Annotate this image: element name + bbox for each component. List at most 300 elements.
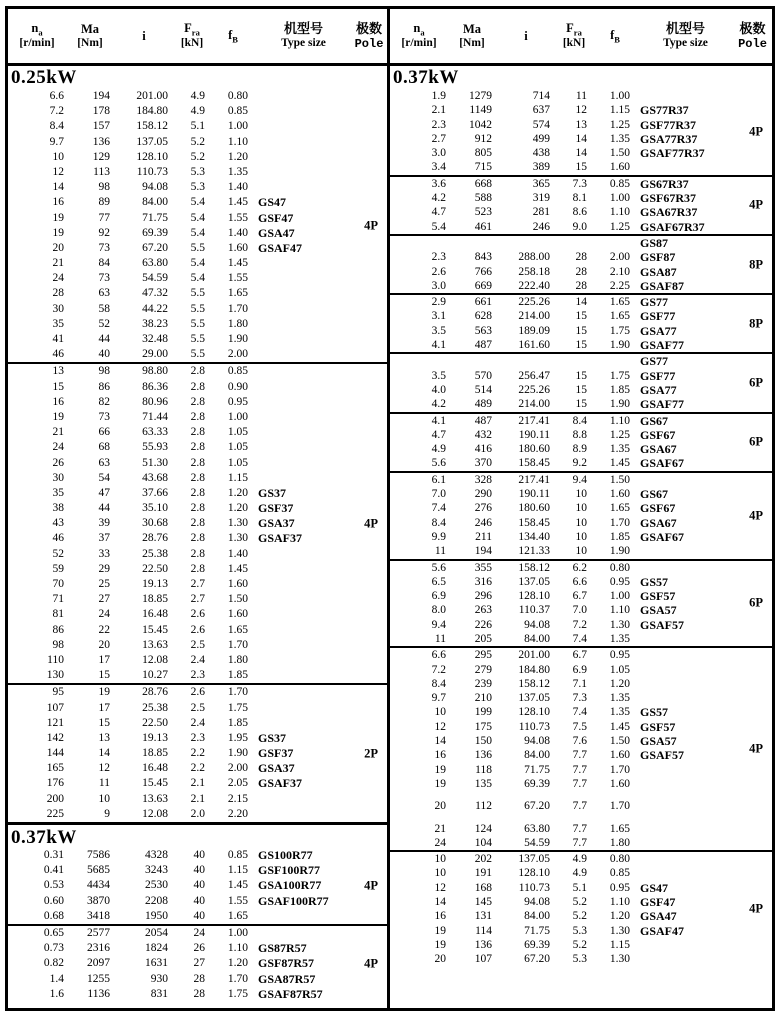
cell-type: GSA67 (640, 515, 677, 530)
table-row (8, 471, 387, 486)
cell-type (256, 685, 351, 700)
cell-i (496, 236, 556, 250)
cell-fra: 11 (575, 90, 587, 102)
cell-ma: 24 (98, 608, 110, 621)
cell-fb: 2.00 (227, 348, 248, 361)
pole-badge: 4P (749, 197, 763, 212)
table-row (8, 685, 387, 700)
cell-i: 15.45 (142, 623, 168, 636)
cell-na: 6.6 (49, 90, 64, 102)
cell-fra: 7.7 (572, 836, 587, 849)
cell-fra: 7.7 (572, 777, 587, 790)
cell-fra: 7.3 (572, 692, 587, 705)
cell-ma: 1255 (87, 972, 110, 985)
cell-type (256, 89, 351, 104)
table-row (390, 132, 772, 146)
cell-fb: 1.25 (609, 220, 630, 233)
cell-fb: 1.85 (227, 669, 248, 682)
cell-i: 94.08 (524, 735, 550, 748)
section-title-0-37kw: 0.37kW (8, 822, 387, 848)
table-row (390, 530, 772, 544)
cell-ma: 668 (474, 177, 492, 190)
cell-i: 67.20 (524, 800, 550, 813)
table-row (8, 271, 387, 286)
cell-fra: 2.6 (190, 623, 205, 636)
table-row (8, 607, 387, 622)
cell-na: 4.7 (431, 428, 446, 441)
table-row (8, 302, 387, 317)
cell-i: 63.80 (142, 257, 168, 270)
cell-fb: 0.95 (609, 575, 630, 588)
cell-type (638, 473, 733, 487)
cell-fb: 1.15 (227, 471, 248, 484)
cell-type: GSF77R37 (640, 117, 697, 132)
cell-type: GSAF77 (640, 397, 685, 412)
cell-ma: 25 (98, 578, 110, 590)
table-row (8, 701, 387, 716)
table-row (8, 731, 387, 746)
cell-ma: 13 (98, 731, 110, 744)
column-unit: Pole (354, 36, 384, 51)
cell-fb: 1.20 (227, 150, 248, 163)
table-row (8, 380, 387, 395)
cell-type (638, 852, 733, 866)
cell-fra: 2.8 (190, 456, 205, 469)
cell-i: 389 (532, 161, 550, 174)
table-row (8, 776, 387, 791)
cell-ma: 570 (474, 369, 492, 382)
cell-i: 110.73 (518, 881, 550, 894)
cell-type (256, 592, 351, 607)
cell-i: 80.96 (142, 395, 168, 408)
cell-ma: 98 (98, 181, 110, 194)
cell-ma: 135 (474, 777, 492, 790)
cell-type: GS67 (640, 487, 669, 502)
cell-fb: 1.05 (609, 663, 630, 676)
cell-type: GSF57 (640, 719, 676, 734)
cell-fra: 10 (575, 530, 587, 543)
cell-fb: 1.60 (227, 608, 248, 621)
cell-type: GSF67 (640, 501, 676, 516)
cell-fra: 9.4 (572, 473, 587, 486)
cell-type: GS37 (258, 485, 287, 500)
cell-i: 94.08 (142, 181, 168, 194)
cell-i: 190.11 (518, 488, 550, 501)
cell-fb: 0.85 (609, 867, 630, 880)
cell-type (256, 347, 351, 362)
cell-fra: 7.7 (572, 749, 587, 762)
cell-na: 3.4 (431, 161, 446, 174)
cell-na: 16 (52, 395, 64, 408)
column-header-row (390, 9, 772, 66)
cell-i: 18.85 (142, 593, 168, 606)
cell-na: 8.0 (431, 604, 446, 617)
table-row (8, 501, 387, 516)
pole-badge: 4P (364, 516, 378, 531)
cell-ma: 461 (474, 220, 492, 233)
cell-fra: 7.7 (572, 800, 587, 813)
cell-type: GSF47 (258, 210, 294, 225)
cell-na: 9.4 (431, 618, 446, 631)
cell-i: 71.44 (142, 410, 168, 423)
cell-fb: 1.35 (609, 632, 630, 645)
cell-ma: 3418 (87, 909, 110, 922)
cell-type: GS57 (640, 705, 669, 720)
column-symbol: Ma (80, 21, 100, 36)
cell-fra: 15 (575, 398, 587, 411)
table-row (8, 395, 387, 410)
column-header-type (638, 9, 733, 63)
cell-fra: 5.5 (190, 317, 205, 330)
cell-fb: 0.80 (609, 561, 630, 574)
cell-i: 22.50 (142, 716, 168, 729)
cell-fra: 8.6 (572, 206, 587, 219)
cell-ma: 104 (474, 836, 492, 849)
cell-fra: 10 (575, 516, 587, 529)
cell-na: 13 (52, 365, 64, 378)
table-row (390, 777, 772, 791)
cell-fb: 1.05 (227, 426, 248, 439)
table-block (390, 850, 772, 966)
cell-type (256, 256, 351, 271)
cell-i: 214.00 (518, 310, 550, 323)
table-row (8, 486, 387, 501)
table-row (8, 425, 387, 440)
cell-na: 8.4 (431, 677, 446, 690)
cell-fra: 2.6 (190, 686, 205, 699)
cell-ma: 157 (92, 120, 110, 133)
cell-na: 10 (434, 867, 446, 880)
cell-i: 256.47 (518, 369, 550, 382)
cell-fb: 1.25 (609, 118, 630, 131)
cell-fra: 28 (575, 251, 587, 264)
cell-ma: 12 (98, 762, 110, 775)
cell-i: 714 (532, 90, 550, 102)
cell-i: 84.00 (524, 749, 550, 762)
cell-fra: 7.0 (572, 604, 587, 617)
column-symbol: Ma (462, 21, 482, 36)
table-row (390, 487, 772, 501)
cell-na: 3.0 (431, 147, 446, 160)
cell-type: GSAF67 (640, 529, 685, 544)
section-title-0-37kw: 0.37kW (393, 67, 459, 88)
cell-fra: 40 (193, 894, 205, 907)
cell-fb: 0.80 (227, 90, 248, 102)
cell-fra: 2.3 (190, 731, 205, 744)
cell-fra: 5.1 (190, 120, 205, 133)
cell-i: 28.76 (142, 686, 168, 699)
table-row (390, 89, 772, 103)
cell-fra: 6.6 (572, 575, 587, 588)
cell-fb: 1.55 (227, 894, 248, 907)
cell-na: 10 (434, 706, 446, 719)
table-row (8, 135, 387, 150)
table-block (390, 646, 772, 850)
cell-i: 281 (532, 206, 550, 219)
cell-type: GSF67R37 (640, 191, 697, 206)
cell-na: 4.2 (431, 192, 446, 205)
cell-ma: 118 (475, 763, 492, 776)
cell-na: 14 (52, 181, 64, 194)
column-symbol: 极数 (355, 21, 382, 36)
cell-fra: 7.7 (572, 822, 587, 835)
table-body (8, 66, 387, 1008)
cell-i: 184.80 (518, 663, 550, 676)
cell-fb: 1.00 (609, 192, 630, 205)
table-row (390, 677, 772, 691)
gear-motor-spec-table (5, 6, 775, 1011)
cell-fra: 15 (575, 324, 587, 337)
cell-type (256, 607, 351, 622)
cell-i: 499 (532, 132, 550, 145)
cell-na: 46 (52, 532, 64, 545)
cell-fb: 1.15 (227, 864, 248, 877)
cell-i: 217.41 (518, 473, 550, 486)
column-symbol: 机型号 (665, 21, 705, 37)
cell-fra: 15 (575, 383, 587, 396)
cell-fb: 1.10 (609, 604, 630, 617)
cell-type: GS87R57 (258, 941, 307, 956)
table-row (390, 442, 772, 456)
cell-ma: 39 (98, 517, 110, 530)
table-row (390, 501, 772, 515)
pole-badge: 6P (749, 434, 763, 449)
cell-type (638, 632, 733, 646)
table-row (8, 286, 387, 301)
cell-ma: 168 (474, 881, 492, 894)
cell-fb: 1.50 (609, 473, 630, 486)
table-row (8, 562, 387, 577)
cell-i: 18.85 (142, 747, 168, 760)
cell-fb: 1.90 (227, 333, 248, 345)
cell-ma: 4434 (87, 879, 110, 892)
cell-i: 2208 (145, 894, 168, 907)
cell-type (638, 561, 733, 575)
cell-na: 24 (52, 441, 64, 454)
cell-ma: 92 (98, 226, 110, 239)
cell-na: 98 (52, 638, 64, 651)
cell-fra: 5.3 (572, 924, 587, 937)
cell-type (638, 677, 733, 691)
cell-i: 180.60 (518, 443, 550, 456)
cell-ma: 112 (475, 800, 492, 813)
table-row (390, 295, 772, 309)
cell-i: 190.11 (518, 428, 550, 441)
cell-na: 0.53 (43, 879, 64, 892)
table-row (390, 589, 772, 603)
cell-fb: 2.25 (609, 279, 630, 292)
cell-type (638, 777, 733, 791)
cell-type: GSA37 (258, 761, 295, 776)
cell-na: 4.0 (431, 383, 446, 396)
cell-ma: 2316 (87, 942, 110, 955)
cell-ma: 912 (474, 132, 492, 145)
cell-type: GS47 (640, 880, 669, 895)
column-header-pole (351, 9, 387, 63)
cell-na: 95 (52, 686, 64, 699)
cell-ma: 15 (98, 716, 110, 729)
table-row (390, 309, 772, 323)
cell-ma: 370 (474, 457, 492, 470)
cell-i: 831 (150, 987, 168, 1000)
column-header-i (496, 9, 556, 63)
table-block (390, 89, 772, 175)
cell-ma: 54 (98, 471, 110, 484)
cell-fb: 0.85 (609, 177, 630, 190)
pole-badge: 6P (749, 375, 763, 390)
cell-fra (556, 236, 592, 250)
table-row (390, 428, 772, 442)
cell-fb: 1.30 (609, 618, 630, 631)
table-block (8, 848, 387, 924)
cell-type: GSAF47 (640, 923, 685, 938)
cell-ma: 44 (98, 502, 110, 515)
cell-fb: 0.85 (227, 365, 248, 378)
cell-fra: 2.5 (190, 701, 205, 714)
cell-fra: 5.5 (190, 333, 205, 345)
cell-na: 19 (434, 777, 446, 790)
table-row (8, 848, 387, 863)
table-row (390, 250, 772, 264)
cell-na: 225 (46, 807, 64, 820)
cell-fra: 2.8 (190, 502, 205, 515)
cell-i: 258.18 (518, 265, 550, 278)
cell-type (256, 716, 351, 731)
cell-fra: 8.8 (572, 428, 587, 441)
table-row (8, 195, 387, 210)
cell-ma: 191 (474, 867, 492, 880)
table-row (8, 180, 387, 195)
cell-ma: 239 (474, 677, 492, 690)
cell-type: GSA67R37 (640, 205, 698, 220)
cell-fra: 7.6 (572, 735, 587, 748)
table-row (390, 473, 772, 487)
cell-fb: 2.00 (227, 762, 248, 775)
cell-na: 35 (52, 486, 64, 499)
table-row (8, 638, 387, 653)
cell-fb: 1.85 (609, 530, 630, 543)
cell-fra: 7.3 (572, 177, 587, 190)
cell-fb: 1.80 (227, 317, 248, 330)
cell-i: 71.75 (142, 211, 168, 224)
table-row (390, 909, 772, 923)
cell-type (256, 302, 351, 317)
column-header-fra (174, 9, 210, 63)
cell-ma: 136 (474, 938, 492, 951)
cell-fb: 1.50 (609, 735, 630, 748)
column-unit: [Nm] (77, 36, 103, 49)
cell-i: 158.12 (136, 120, 168, 133)
table-body (390, 66, 772, 1008)
cell-i: 4328 (145, 849, 168, 861)
cell-fb: 1.70 (227, 638, 248, 651)
cell-fra: 13 (575, 118, 587, 131)
cell-fb (592, 236, 638, 250)
cell-na: 2.3 (431, 251, 446, 264)
cell-type: GSA67 (640, 442, 677, 457)
pole-badge: 8P (749, 316, 763, 331)
cell-fra: 2.8 (190, 441, 205, 454)
column-header-ma (66, 9, 114, 63)
cell-na: 12 (434, 881, 446, 894)
cell-ma: 114 (475, 924, 492, 937)
cell-type: GSA77 (640, 323, 677, 338)
cell-i: 2054 (145, 926, 168, 939)
cell-ma: 107 (474, 953, 492, 966)
cell-ma: 805 (474, 147, 492, 160)
table-row (390, 663, 772, 677)
cell-na: 20 (52, 241, 64, 254)
cell-na: 1.4 (49, 972, 64, 985)
cell-i: 246 (532, 220, 550, 233)
cell-na: 7.2 (49, 105, 64, 118)
table-row (8, 516, 387, 531)
cell-ma: 1149 (469, 104, 492, 117)
cell-fb: 1.65 (227, 623, 248, 636)
cell-na: 1.6 (49, 987, 64, 1000)
cell-ma: 20 (98, 638, 110, 651)
cell-na: 28 (52, 287, 64, 300)
cell-na: 144 (46, 747, 64, 760)
cell-type (256, 135, 351, 150)
table-row (390, 836, 772, 850)
cell-fb: 1.35 (609, 692, 630, 705)
cell-i: 67.20 (142, 241, 168, 254)
cell-i: 158.12 (518, 561, 550, 574)
cell-fra: 7.2 (572, 618, 587, 631)
table-block (390, 412, 772, 471)
cell-fb: 1.45 (227, 879, 248, 892)
table-row (390, 516, 772, 530)
cell-i: 28.76 (142, 532, 168, 545)
cell-fra: 5.2 (572, 938, 587, 951)
cell-na: 110 (47, 653, 64, 666)
cell-ma: 715 (474, 161, 492, 174)
cell-fra: 28 (575, 279, 587, 292)
cell-na: 1.9 (431, 90, 446, 102)
cell-ma: 14 (98, 747, 110, 760)
column-header-ma (448, 9, 496, 63)
cell-na: 26 (52, 456, 64, 469)
cell-type (256, 425, 351, 440)
table-block (390, 175, 772, 234)
cell-fra: 8.1 (572, 192, 587, 205)
cell-ma: 73 (98, 241, 110, 254)
section-title-0-25kw: 0.25kW (11, 67, 77, 88)
column-symbol: 机型号 (283, 21, 323, 37)
cell-type: GSAF57 (640, 748, 685, 763)
cell-type: GSF87R57 (258, 956, 315, 971)
table-row (8, 592, 387, 607)
cell-i: 25.38 (142, 701, 168, 714)
cell-fra: 5.3 (190, 181, 205, 194)
cell-na: 6.1 (431, 473, 446, 486)
cell-na: 19 (52, 226, 64, 239)
cell-i: 2530 (145, 879, 168, 892)
cell-type (256, 701, 351, 716)
cell-fra: 2.1 (190, 777, 205, 790)
cell-i: 84.00 (142, 196, 168, 209)
cell-ma: 316 (474, 575, 492, 588)
cell-type: GSAF37 (258, 531, 303, 546)
column-unit: [r/min] (401, 37, 437, 50)
cell-ma: 226 (474, 618, 492, 631)
cell-i: 15.45 (142, 777, 168, 790)
cell-ma: 843 (474, 251, 492, 264)
cell-type (256, 150, 351, 165)
cell-ma: 199 (474, 706, 492, 719)
cell-type: GS67 (640, 413, 669, 428)
